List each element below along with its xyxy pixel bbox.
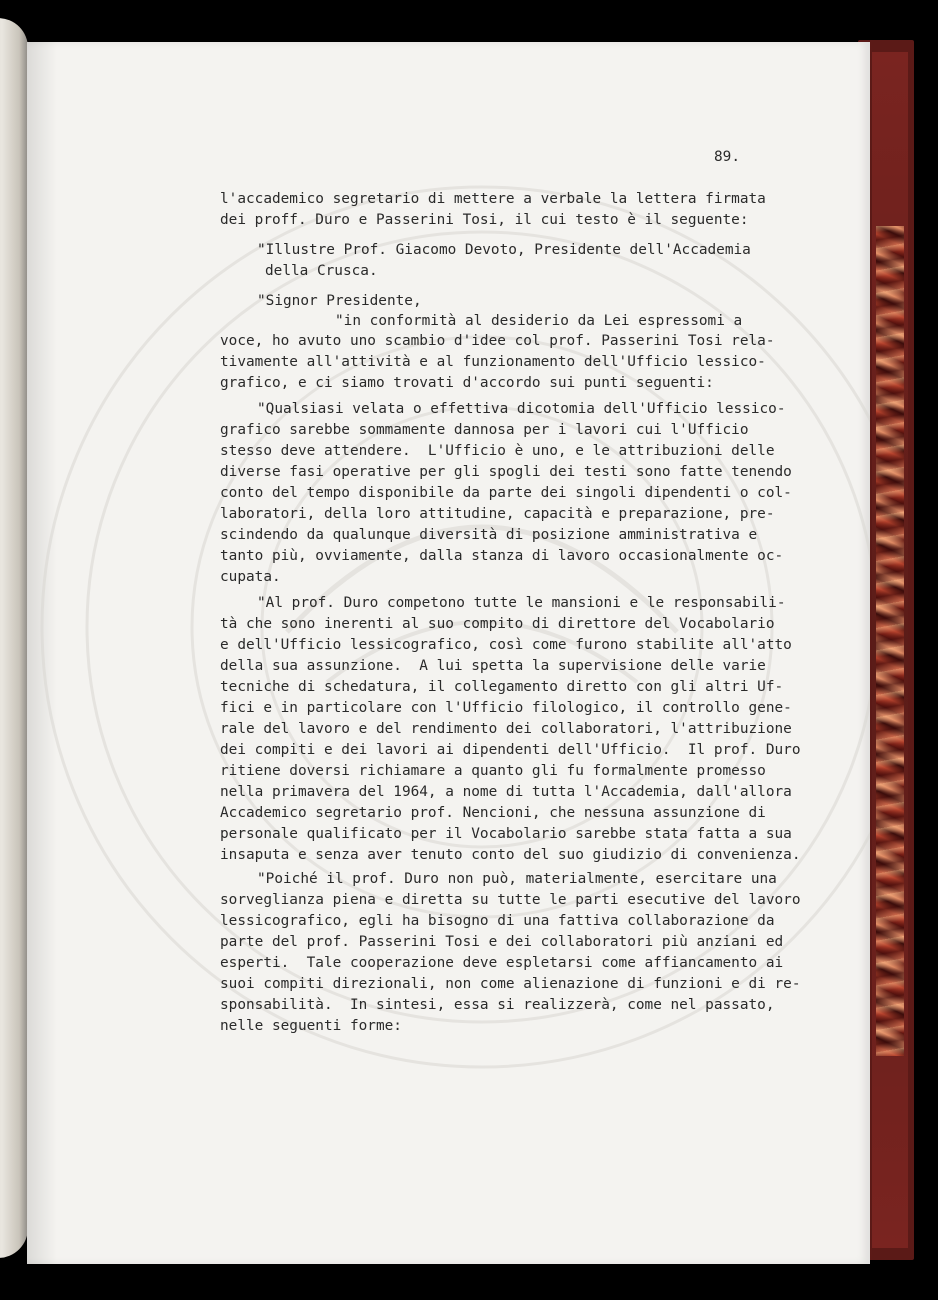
text-line: diverse fasi operative per gli spogli dei testi sono fatte tenendo: [220, 464, 792, 480]
text-line: dei compiti e dei lavori ai dipendenti dell'Ufficio. Il prof. Duro: [220, 742, 801, 758]
text-line: rale del lavoro e del rendimento dei collaboratori, l'attribuzione: [220, 721, 792, 737]
text-line: stesso deve attendere. L'Ufficio è uno, e le attribuzioni delle: [220, 443, 775, 459]
text-line: scindendo da qualunque diversità di posizione amministrativa e: [220, 527, 758, 543]
text-line: insaputa e senza aver tenuto conto del suo giudizio di convenienza.: [220, 847, 801, 863]
text-line: della Crusca.: [265, 263, 378, 279]
text-line: esperti. Tale cooperazione deve espletarsi come affiancamento ai: [220, 955, 784, 971]
text-line: "Signor Presidente,: [257, 293, 422, 309]
text-line: sponsabilità. In sintesi, essa si realizzerà, come nel passato,: [220, 997, 775, 1013]
text-line: "Qualsiasi velata o effettiva dicotomia dell'Ufficio lessico-: [257, 401, 786, 417]
text-line: "in conformità al desiderio da Lei espressomi a: [335, 313, 743, 329]
text-line: e dell'Ufficio lessicografico, così come furono stabilite all'atto: [220, 637, 792, 653]
text-line: sorveglianza piena e diretta su tutte le parti esecutive del lavoro: [220, 892, 801, 908]
text-line: voce, ho avuto uno scambio d'idee col prof. Passerini Tosi rela-: [220, 333, 775, 349]
text-line: tà che sono inerenti al suo compito di direttore del Vocabolario: [220, 616, 775, 632]
text-line: fici e in particolare con l'Ufficio filologico, il controllo gene-: [220, 700, 792, 716]
text-line: parte del prof. Passerini Tosi e dei collaboratori più anziani ed: [220, 934, 784, 950]
text-line: "Al prof. Duro competono tutte le mansioni e le responsabili-: [257, 595, 786, 611]
text-line: Accademico segretario prof. Nencioni, che nessuna assunzione di: [220, 805, 766, 821]
text-line: conto del tempo disponibile da parte dei singoli dipendenti o col-: [220, 485, 792, 501]
page-number: 89.: [714, 149, 740, 165]
text-line: dei proff. Duro e Passerini Tosi, il cui testo è il seguente:: [220, 212, 749, 228]
text-line: tecniche di schedatura, il collegamento diretto con gli altri Uf-: [220, 679, 784, 695]
text-line: "Illustre Prof. Giacomo Devoto, Presidente dell'Accademia: [257, 242, 751, 258]
text-line: laboratori, della loro attitudine, capacità e preparazione, pre-: [220, 506, 775, 522]
text-line: "Poiché il prof. Duro non può, materialmente, esercitare una: [257, 871, 777, 887]
text-line: lessicografico, egli ha bisogno di una fattiva collaborazione da: [220, 913, 775, 929]
text-line: grafico, e ci siamo trovati d'accordo sui punti seguenti:: [220, 375, 714, 391]
text-line: nelle seguenti forme:: [220, 1018, 402, 1034]
text-line: l'accademico segretario di mettere a verbale la lettera firmata: [220, 191, 766, 207]
text-line: grafico sarebbe sommamente dannosa per i lavori cui l'Ufficio: [220, 422, 749, 438]
text-line: nella primavera del 1964, a nome di tutta l'Accademia, dall'allora: [220, 784, 792, 800]
text-line: cupata.: [220, 569, 281, 585]
text-line: ritiene doversi richiamare a quanto gli fu formalmente promesso: [220, 763, 766, 779]
text-line: tivamente all'attività e al funzionamento dell'Ufficio lessico-: [220, 354, 766, 370]
text-line: tanto più, ovviamente, dalla stanza di lavoro occasionalmente oc-: [220, 548, 784, 564]
text-line: suoi compiti direzionali, non come alienazione di funzioni e di re-: [220, 976, 801, 992]
text-line: personale qualificato per il Vocabolario sarebbe stata fatta a sua: [220, 826, 792, 842]
text-line: della sua assunzione. A lui spetta la supervisione delle varie: [220, 658, 766, 674]
